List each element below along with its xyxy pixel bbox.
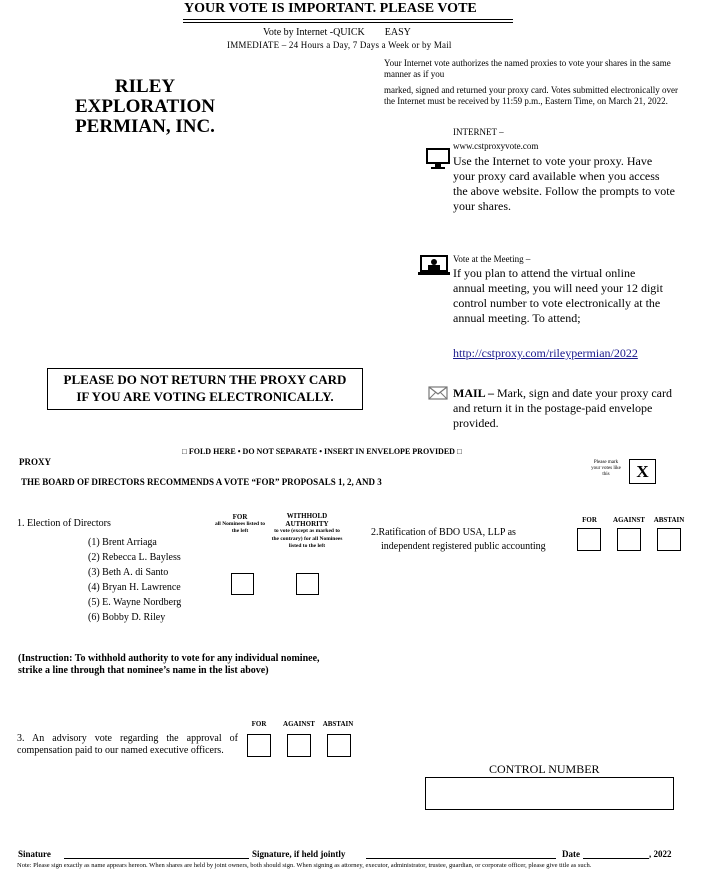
- proposal-2-abstain-checkbox[interactable]: [657, 528, 681, 551]
- company-name-line1: RILEY: [114, 76, 176, 97]
- proposal-2-title: 2.Ratification of BDO USA, LLP as: [371, 527, 516, 538]
- header-rule-top: [183, 19, 513, 20]
- intro-paragraph-2: marked, signed and returned your proxy card. Votes submitted electronically over the Internet must be received by 11:59 p.m., Eastern Time, on March 21, 2022.: [384, 85, 678, 106]
- internet-url[interactable]: www.cstproxyvote.com: [453, 141, 539, 151]
- immediate-line: IMMEDIATE – 24 Hours a Day, 7 Days a Week or by Mail: [227, 40, 452, 50]
- signature-line[interactable]: [64, 858, 249, 859]
- board-recommendation: THE BOARD OF DIRECTORS RECOMMENDS A VOTE “FOR” PROPOSALS 1, 2, AND 3: [21, 477, 382, 487]
- p1-withhold-sublabel: to vote (except as marked to the contrary) for all Nominees listed to the left: [271, 528, 343, 549]
- signature-label: Sinature: [18, 849, 51, 859]
- nominee-4: (4) Bryan H. Lawrence: [88, 582, 181, 593]
- page-title: YOUR VOTE IS IMPORTANT. PLEASE VOTE: [184, 1, 477, 16]
- meeting-heading: Vote at the Meeting –: [453, 254, 531, 264]
- withhold-instruction-line2: strike a line through that nominee’s name in the list above): [18, 665, 269, 676]
- withhold-instruction-line1: (Instruction: To withhold authority to vote for any individual nominee,: [18, 653, 320, 664]
- do-not-return-line2: IF YOU ARE VOTING ELECTRONICALLY.: [76, 389, 334, 404]
- proposal-2-title-line2: independent registered public accounting: [381, 541, 546, 552]
- proposal-3-abstain-checkbox[interactable]: [327, 734, 351, 757]
- proxy-label: PROXY: [19, 457, 51, 467]
- intro-paragraph-1: Your Internet vote authorizes the named proxies to vote your shares in the same manner as if you: [384, 58, 671, 79]
- signature-note: Note: Please sign exactly as name appears hereon. When shares are held by joint owners, both should sign. When signing as attorney, executor, administrator, trustee, guardian, or corporate officer, please give title as such.: [17, 862, 592, 869]
- joint-signature-label: Signature, if held jointly: [252, 849, 346, 859]
- company-name-line2: EXPLORATION: [74, 96, 216, 117]
- proposal-1-title: 1. Election of Directors: [17, 518, 111, 529]
- internet-body: Use the Internet to vote your proxy. Have your proxy card available when you access the above website. Follow the prompts to vote your shares.: [453, 154, 675, 213]
- internet-heading: INTERNET –: [453, 127, 504, 137]
- proposal-2-against-checkbox[interactable]: [617, 528, 641, 551]
- proposal-1-withhold-header: [270, 512, 344, 551]
- proposal-1-withhold-checkbox[interactable]: [296, 573, 319, 595]
- fold-marker-right-icon: □: [454, 447, 462, 456]
- proposal-3-for-header: FOR: [251, 720, 267, 728]
- fold-marker-left-icon: □: [182, 447, 189, 456]
- p1-for-label: FOR: [232, 513, 248, 521]
- proposal-2-for-header: FOR: [582, 516, 597, 524]
- date-label: Date: [562, 849, 580, 859]
- nominee-3: (3) Beth A. di Santo: [88, 567, 169, 578]
- laptop-meeting-icon: [417, 255, 451, 277]
- proposal-3-against-header: AGAINST: [283, 720, 315, 728]
- joint-signature-line[interactable]: [366, 858, 556, 859]
- p1-withhold-label: WITHHOLD AUTHORITY: [285, 512, 329, 528]
- computer-monitor-icon: [426, 148, 450, 170]
- nominee-2: (2) Rebecca L. Bayless: [88, 552, 181, 563]
- mail-heading: MAIL –: [453, 386, 495, 400]
- withhold-instruction: [18, 653, 320, 677]
- company-name: [40, 77, 250, 137]
- proposal-2-abstain-header: ABSTAIN: [653, 516, 685, 524]
- meeting-body: If you plan to attend the virtual online annual meeting, you will need your 12 digit control number to vote electronically at the annual meeting. To attend;: [453, 266, 663, 325]
- date-year: , 2022: [649, 849, 672, 859]
- mail-body: Mark, sign and date your proxy card and return it in the postage-paid envelope provided.: [453, 386, 672, 430]
- proposal-1-for-header: [214, 513, 266, 535]
- date-line[interactable]: [583, 858, 649, 859]
- proposal-3-title: 3. An advisory vote regarding the approval of compensation paid to our named executive officers.: [17, 733, 238, 756]
- proposal-2-against-header: AGAINST: [613, 516, 645, 524]
- mail-instructions: [453, 386, 673, 431]
- proposal-2-for-checkbox[interactable]: [577, 528, 601, 551]
- do-not-return-line1: PLEASE DO NOT RETURN THE PROXY CARD: [63, 372, 347, 387]
- mark-hint: Please mark your votes like this: [591, 460, 621, 477]
- proposal-3-for-checkbox[interactable]: [247, 734, 271, 757]
- control-number-label: CONTROL NUMBER: [489, 762, 600, 776]
- envelope-icon: [428, 386, 448, 400]
- proposal-3-abstain-header: ABSTAIN: [322, 720, 354, 728]
- proposal-3-against-checkbox[interactable]: [287, 734, 311, 757]
- p1-for-sublabel: all Nominees listed to the left: [215, 521, 265, 534]
- nominee-5: (5) E. Wayne Nordberg: [88, 597, 182, 608]
- nominee-1: (1) Brent Arriaga: [88, 537, 157, 548]
- header-rule-bottom: [183, 22, 513, 23]
- vote-by-internet-line: Vote by Internet -QUICK EASY: [263, 27, 411, 38]
- nominee-6: (6) Bobby D. Riley: [88, 612, 166, 623]
- fold-line: [182, 447, 462, 457]
- mark-example-box: X: [629, 459, 656, 484]
- control-number-field[interactable]: [425, 777, 674, 810]
- fold-line-text: FOLD HERE • DO NOT SEPARATE • INSERT IN ENVELOPE PROVIDED: [188, 447, 455, 456]
- meeting-link[interactable]: http://cstproxy.com/rileypermian/2022: [453, 346, 638, 360]
- company-name-line3: PERMIAN, INC.: [75, 116, 215, 137]
- nominee-list: [88, 535, 181, 625]
- proposal-1-for-checkbox[interactable]: [231, 573, 254, 595]
